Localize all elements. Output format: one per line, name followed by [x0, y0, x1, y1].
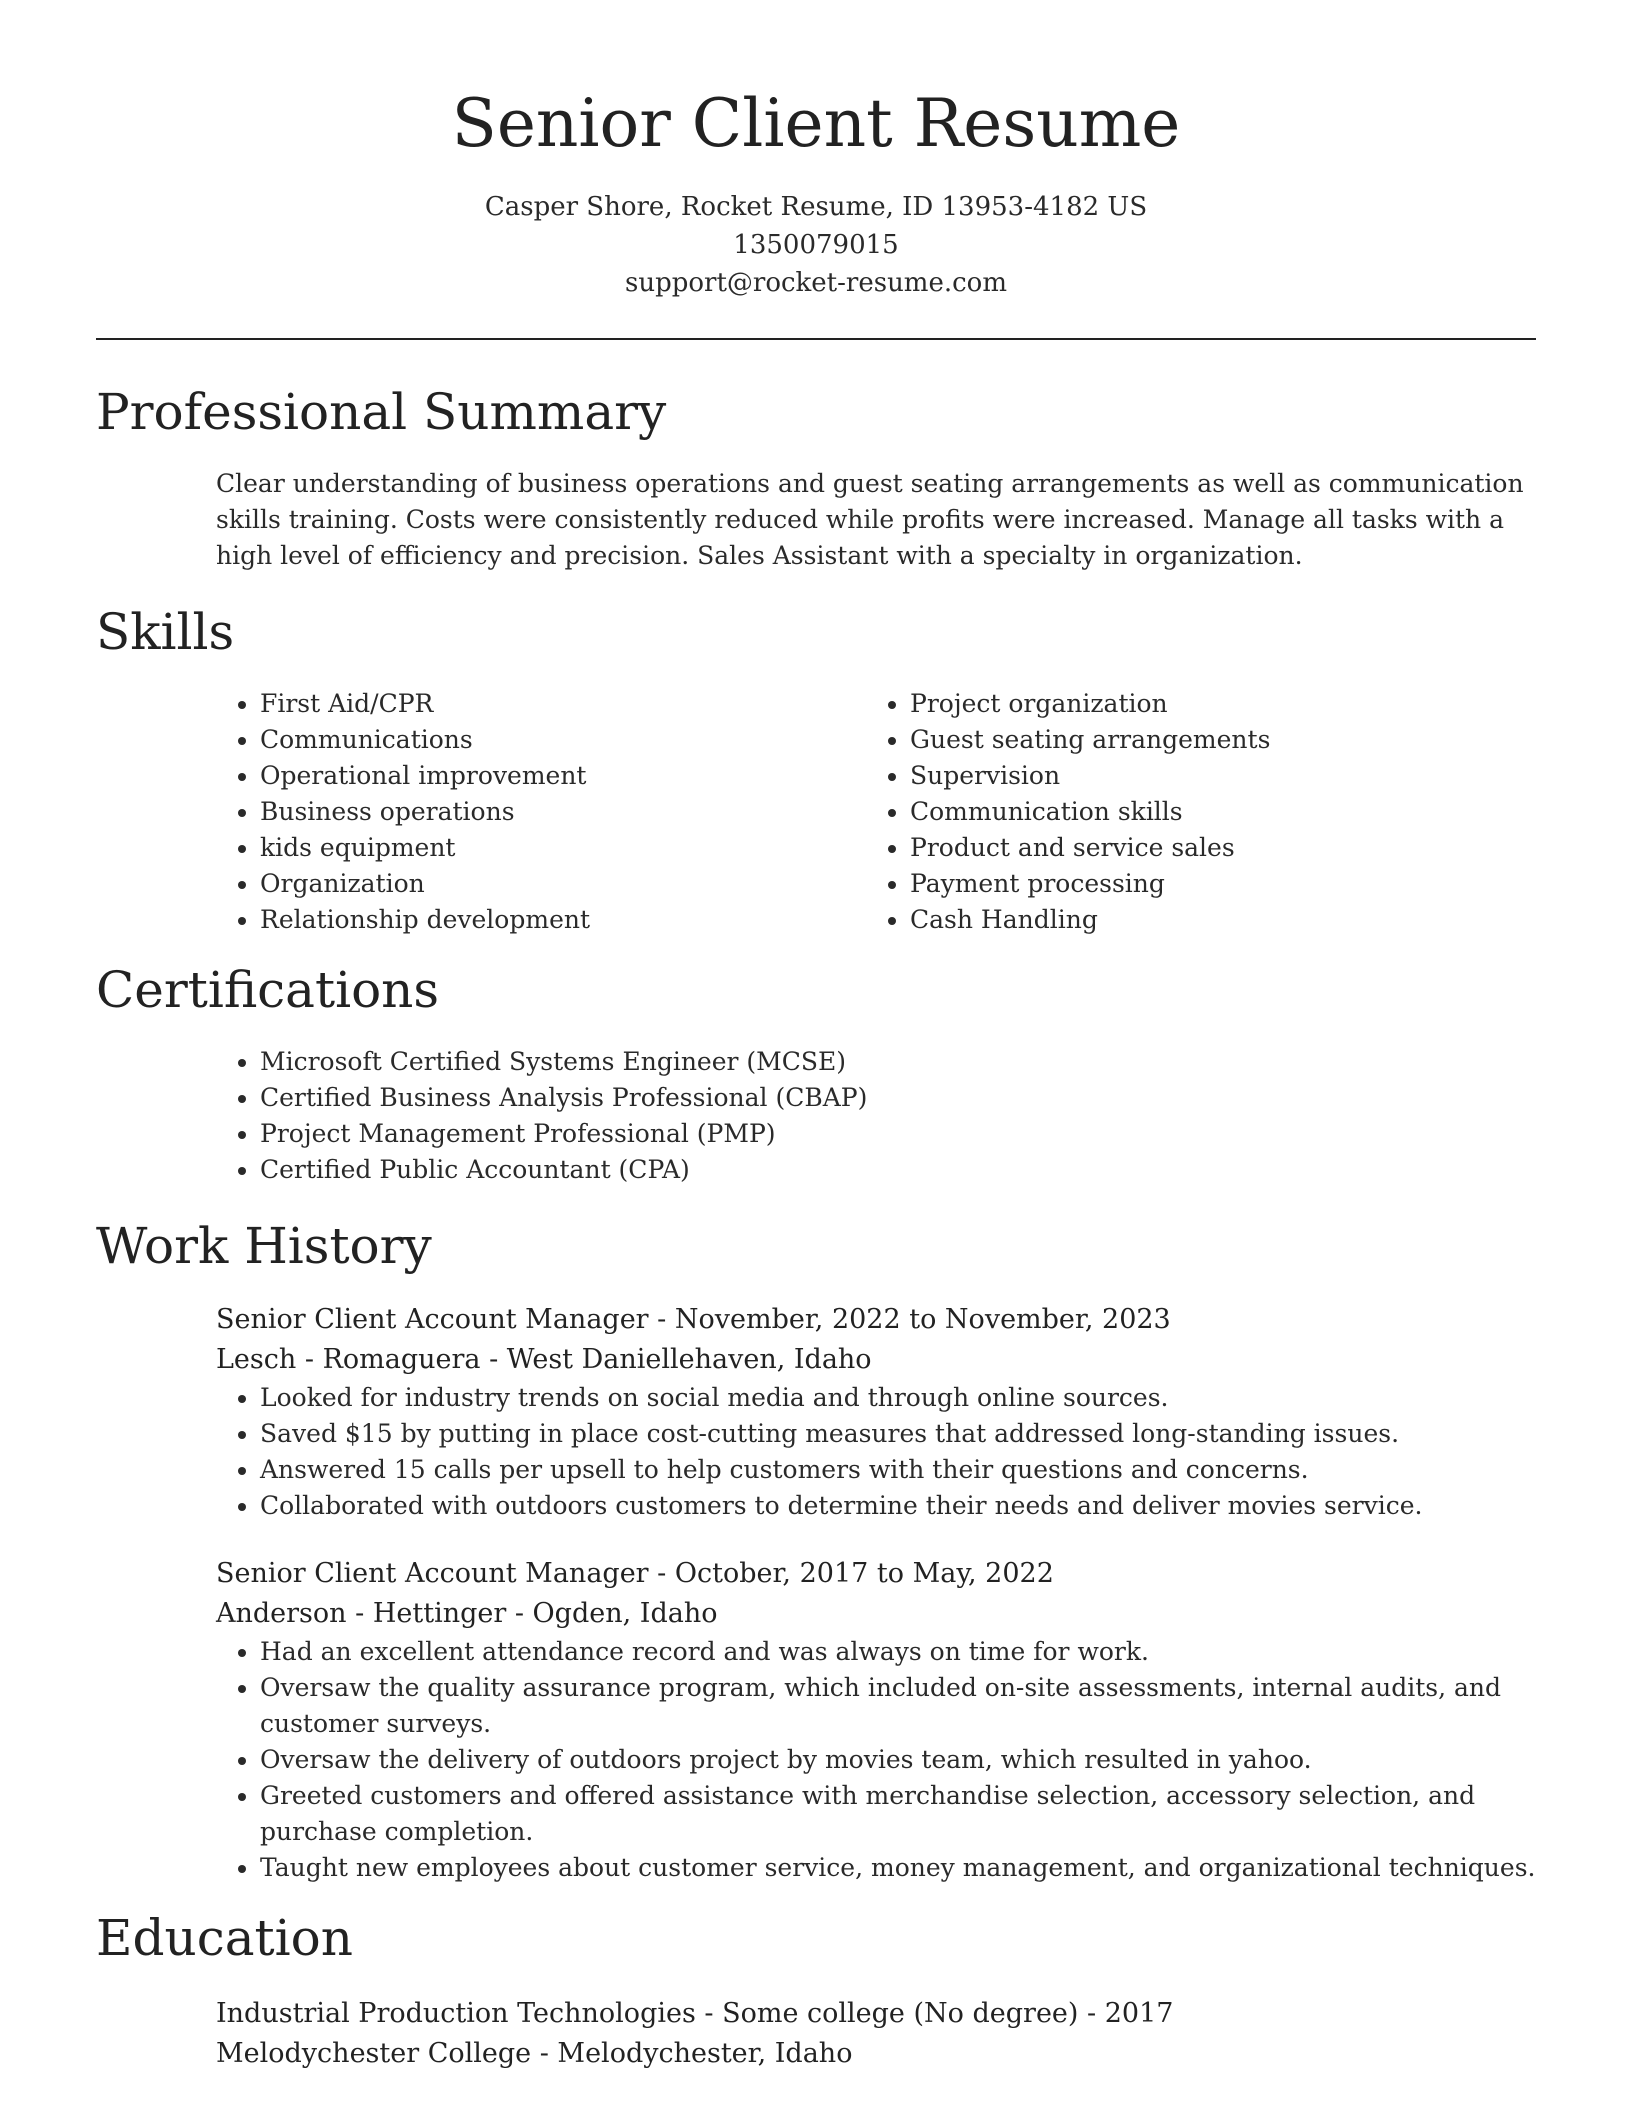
- summary-text: Clear understanding of business operations and guest seating arrangements as well as communication skills training. Costs were consistently reduced while profits were increased. Manage all tasks with a high level of efficiency and precision. Sales Assistant with a specialty in organization.: [216, 469, 1524, 570]
- skill-item: • Communication skills: [910, 794, 1516, 830]
- skill-item: • Business operations: [260, 794, 866, 830]
- job-duty-item: • Oversaw the quality assurance program, which included on-site assessments, internal audits, and customer surveys.: [260, 1670, 1536, 1742]
- education-heading: Education: [96, 1909, 353, 1967]
- job-duty-item: • Looked for industry trends on social media and through online sources.: [260, 1380, 1536, 1416]
- education-degree-line: Industrial Production Technologies - Some college (No degree) - 2017: [216, 1998, 1174, 2029]
- contact-block: [96, 188, 1536, 302]
- skill-item: • Organization: [260, 866, 866, 902]
- skill-item: • kids equipment: [260, 830, 866, 866]
- skill-item: • First Aid/CPR: [260, 686, 866, 722]
- contact-address: Casper Shore, Rocket Resume, ID 13953-4182 US: [484, 192, 1148, 222]
- header-divider: [96, 338, 1536, 340]
- certification-item: • Certified Public Accountant (CPA): [260, 1152, 1536, 1188]
- job-duties-list: [216, 1634, 1536, 1886]
- resume-header: [96, 0, 1536, 340]
- skills-columns: [216, 686, 1536, 938]
- skills-list-right: [866, 686, 1516, 938]
- education-entry: [216, 1994, 1536, 2074]
- certifications-list: [216, 1044, 1536, 1188]
- skill-item: • Guest seating arrangements: [910, 722, 1516, 758]
- skill-item: • Payment processing: [910, 866, 1516, 902]
- job-title-line: Senior Client Account Manager - November, 2022 to November, 2023: [216, 1304, 1171, 1335]
- work-history-heading: Work History: [96, 1217, 432, 1275]
- skill-item: • Supervision: [910, 758, 1516, 794]
- job-duties-list: [216, 1380, 1536, 1524]
- skill-item: • Project organization: [910, 686, 1516, 722]
- summary-heading: Professional Summary: [96, 383, 667, 441]
- job-duty-item: • Greeted customers and offered assistance with merchandise selection, accessory selection, and purchase completion.: [260, 1778, 1536, 1850]
- job-duty-item: • Oversaw the delivery of outdoors project by movies team, which resulted in yahoo.: [260, 1742, 1536, 1778]
- job-duty-item: • Answered 15 calls per upsell to help customers with their questions and concerns.: [260, 1452, 1536, 1488]
- skills-heading: Skills: [96, 603, 235, 661]
- resume-title: Senior Client Resume: [451, 85, 1181, 162]
- skill-item: • Cash Handling: [910, 902, 1516, 938]
- job-duty-item: • Had an excellent attendance record and was always on time for work.: [260, 1634, 1536, 1670]
- skills-column-right: [866, 686, 1516, 938]
- education-school-line: Melodychester College - Melodychester, Idaho: [216, 2038, 853, 2069]
- skills-column-left: [216, 686, 866, 938]
- job-entry: [216, 1300, 1536, 1524]
- resume-page: [96, 0, 1536, 2074]
- certification-item: • Certified Business Analysis Professional (CBAP): [260, 1080, 1536, 1116]
- skill-item: • Communications: [260, 722, 866, 758]
- skill-item: • Relationship development: [260, 902, 866, 938]
- job-duty-item: • Saved $15 by putting in place cost-cutting measures that addressed long-standing issues.: [260, 1416, 1536, 1452]
- job-entry: [216, 1554, 1536, 1886]
- certification-item: • Microsoft Certified Systems Engineer (MCSE): [260, 1044, 1536, 1080]
- job-duty-item: • Taught new employees about customer service, money management, and organizational techniques.: [260, 1850, 1536, 1886]
- certifications-heading: Certifications: [96, 961, 440, 1019]
- job-company-line: Anderson - Hettinger - Ogden, Idaho: [216, 1598, 718, 1629]
- job-company-line: Lesch - Romaguera - West Daniellehaven, Idaho: [216, 1344, 872, 1375]
- certification-item: • Project Management Professional (PMP): [260, 1116, 1536, 1152]
- contact-email: support@rocket-resume.com: [624, 268, 1007, 298]
- skills-list-left: [216, 686, 866, 938]
- certifications-block: [216, 1044, 1536, 1188]
- contact-phone: 1350079015: [733, 230, 899, 260]
- skill-item: • Product and service sales: [910, 830, 1516, 866]
- job-duty-item: • Collaborated with outdoors customers to determine their needs and deliver movies service.: [260, 1488, 1536, 1524]
- job-title-line: Senior Client Account Manager - October, 2017 to May, 2022: [216, 1558, 1054, 1589]
- skill-item: • Operational improvement: [260, 758, 866, 794]
